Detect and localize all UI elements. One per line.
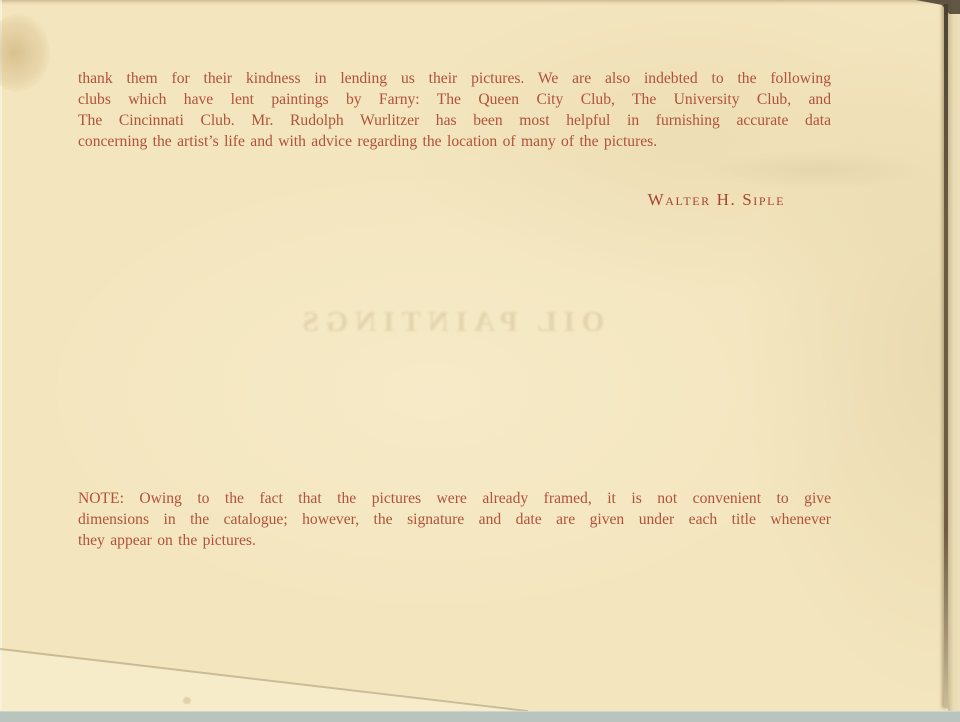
paragraph-line: thank them for their kindness in lending us their pictures. We are also indebted to the following [78,70,831,87]
paragraph-line: they appear on the pictures. [78,532,256,549]
scanner-background-strip [0,711,960,722]
adjacent-page-edge [948,0,960,712]
show-through-ghost-text: OIL PAINTINGS [295,306,605,338]
signature-row [78,190,831,210]
author-signature: Walter H. Siple [647,190,785,209]
paper-smudge [700,150,930,190]
page-left-edge [0,0,2,712]
intro-paragraph [78,68,831,152]
paragraph-line: The Cincinnati Club. Mr. Rudolph Wurlitzer has been most helpful in furnishing accurate data [78,112,831,129]
paragraph-line: NOTE: Owing to the fact that the pictures were already framed, it is not convenient to give [78,490,831,507]
paragraph-line: dimensions in the catalogue; however, the signature and date are given under each title whenever [78,511,831,528]
paragraph-line: concerning the artist’s life and with advice regarding the location of many of the pictures. [78,133,658,150]
note-paragraph [78,488,831,551]
paragraph-line: clubs which have lent paintings by Farny: The Queen City Club, The University Club, and [78,91,831,108]
